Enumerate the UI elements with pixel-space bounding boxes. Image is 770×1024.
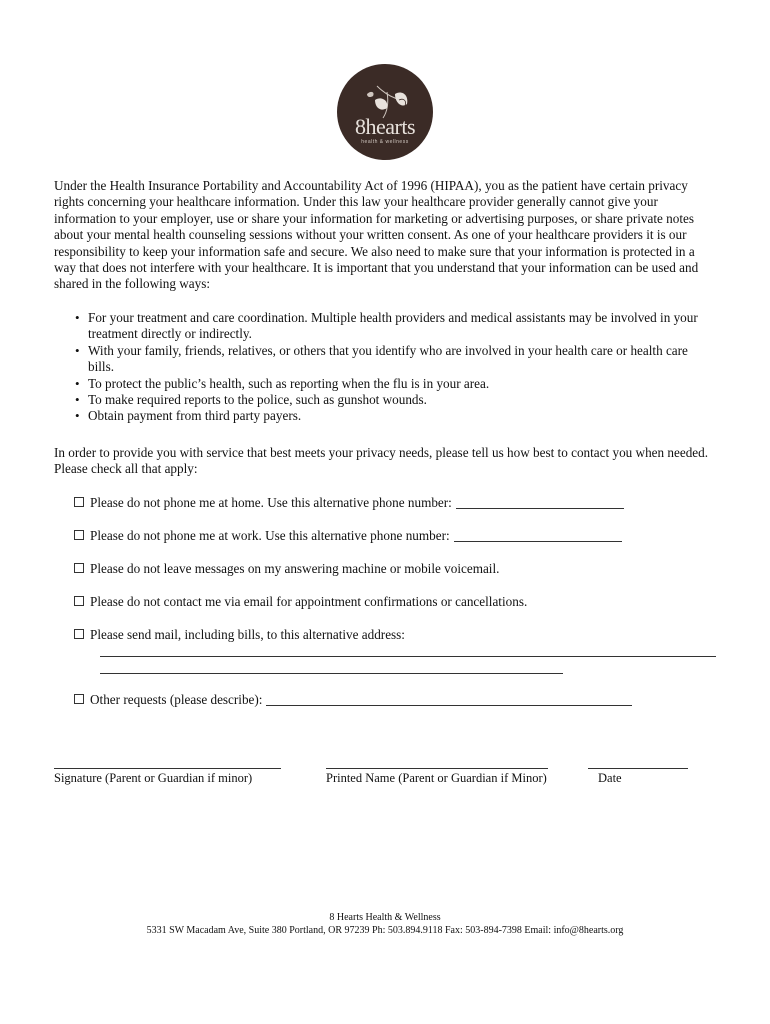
intro-paragraph: Under the Health Insurance Portability and Accountability Act of 1996 (HIPAA), you as the patient have certain privacy rights concerning your healthcare information. Under this law your healthcare provider generally cannot give your information to your employer, use or share your information for marketing or advertising purposes, or share private notes about your mental health counseling sessions without your written consent. As one of your healthcare providers it is our responsibility to keep your information safe and secure. We also need to make sure that your information is protected in a way that does not interfere with your healthcare. It is important that you understand that your information can be used and shared in the following ways: — [54, 178, 699, 292]
option-alt-address — [74, 627, 405, 643]
signature-label: Signature (Parent or Guardian if minor) — [54, 771, 253, 785]
option-label: Please do not contact me via email for appointment confirmations or cancellations. — [90, 594, 528, 609]
bullet-icon: • — [75, 408, 80, 424]
option-work-phone — [74, 528, 622, 544]
checkbox-work-phone[interactable] — [74, 530, 84, 540]
option-other — [74, 692, 632, 708]
option-label: Please send mail, including bills, to this alternative address: — [90, 627, 405, 642]
leaf-icon — [337, 64, 433, 160]
checkbox-other[interactable] — [74, 694, 84, 704]
option-no-messages — [74, 561, 499, 577]
signature-field[interactable] — [54, 768, 281, 769]
bullet-icon: • — [75, 392, 80, 408]
logo — [337, 64, 433, 160]
work-phone-field[interactable] — [454, 529, 622, 542]
home-phone-field[interactable] — [456, 496, 624, 509]
other-requests-field[interactable] — [266, 693, 632, 706]
checkbox-no-messages[interactable] — [74, 563, 84, 573]
date-field[interactable] — [588, 768, 688, 769]
uses-list — [54, 310, 714, 425]
list-item: • With your family, friends, relatives, or others that you identify who are involved in your health care or health care bills. — [75, 342, 688, 375]
checkbox-alt-address[interactable] — [74, 629, 84, 639]
bullet-icon: • — [75, 310, 80, 325]
checkbox-home-phone[interactable] — [74, 497, 84, 507]
option-label: Please do not phone me at work. Use this alternative phone number: — [90, 528, 450, 543]
list-item: • Obtain payment from third party payers. — [75, 408, 302, 424]
option-label: Other requests (please describe): — [90, 692, 263, 707]
date-label: Date — [598, 771, 622, 785]
printed-name-label: Printed Name (Parent or Guardian if Minor) — [326, 771, 547, 785]
list-item: • To make required reports to the police, such as gunshot wounds. — [75, 392, 427, 408]
option-label: Please do not leave messages on my answering machine or mobile voicemail. — [90, 561, 500, 576]
list-item: • To protect the public’s health, such as reporting when the flu is in your area. — [75, 375, 490, 391]
address-field-line-1[interactable] — [100, 656, 716, 657]
contact-intro-paragraph: In order to provide you with service that best meets your privacy needs, please tell us how best to contact you when needed. Please check all that apply: — [54, 445, 709, 477]
list-item: • For your treatment and care coordination. Multiple health providers and medical assistants may be involved in your treatment directly or indirectly. — [75, 310, 698, 342]
footer-name: 8 Hearts Health & Wellness — [329, 912, 441, 923]
option-no-email — [74, 594, 527, 610]
option-home-phone — [74, 495, 624, 511]
bullet-icon: • — [75, 375, 80, 391]
printed-name-field[interactable] — [326, 768, 548, 769]
address-field-line-2[interactable] — [100, 673, 563, 674]
bullet-icon: • — [75, 342, 80, 358]
logo-tagline: health & wellness — [361, 139, 409, 145]
checkbox-no-email[interactable] — [74, 596, 84, 606]
logo-wordmark: 8hearts — [354, 114, 416, 139]
footer-contact: 5331 SW Macadam Ave, Suite 380 Portland, OR 97239 Ph: 503.894.9118 Fax: 503-894-7398 Email: info@8hearts.org — [146, 925, 624, 936]
option-label: Please do not phone me at home. Use this alternative phone number: — [90, 495, 452, 510]
